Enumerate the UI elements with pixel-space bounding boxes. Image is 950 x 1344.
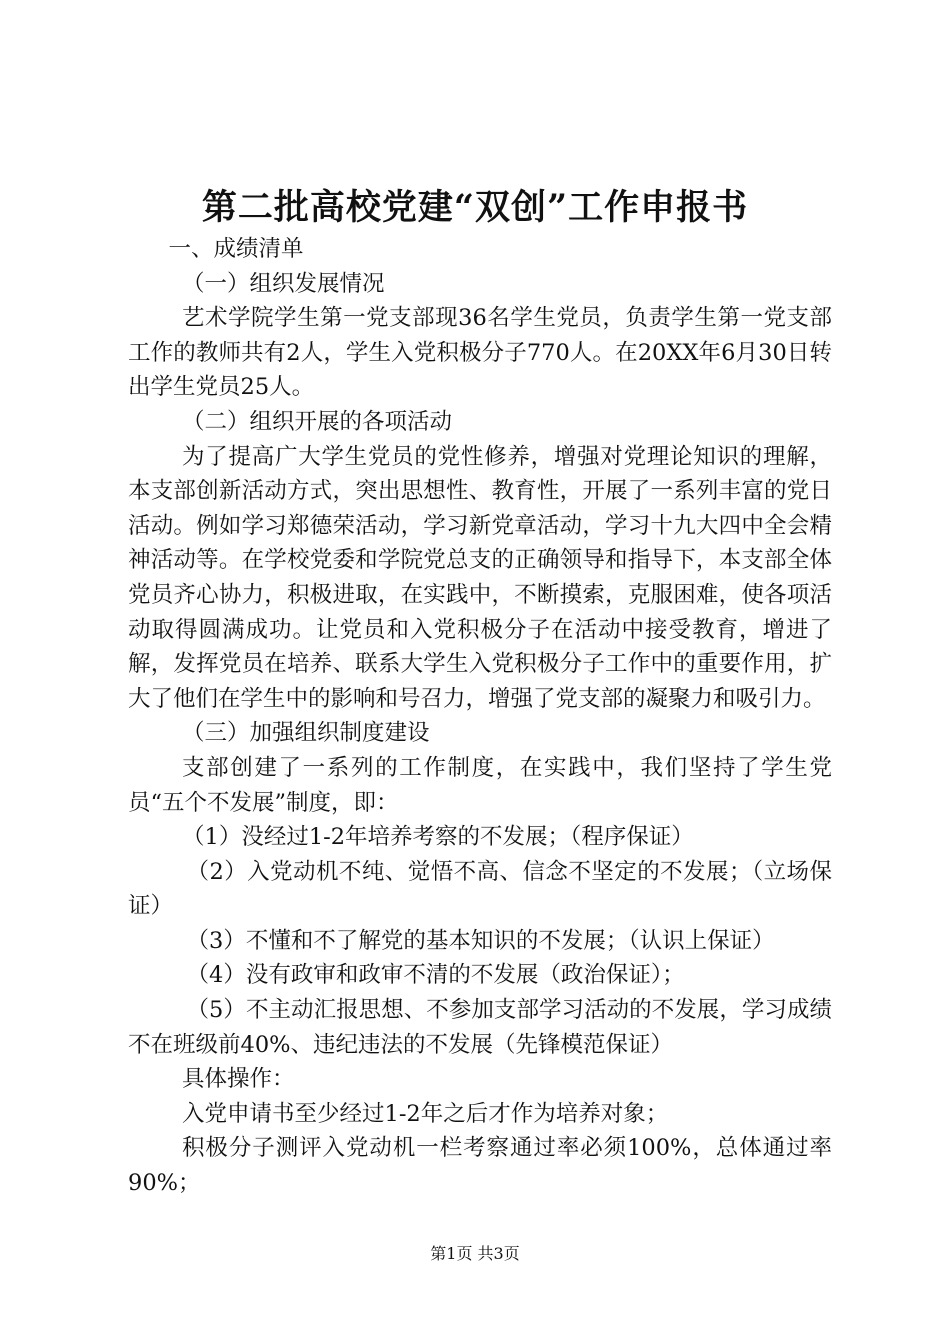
list-item: （5）不主动汇报思想、不参加支部学习活动的不发展，学习成绩不在班级前40%、违纪违法的不发展（先锋模范保证） bbox=[128, 997, 832, 1058]
section-heading: 一、成绩清单 bbox=[168, 236, 304, 262]
subsection-heading: （三）加强组织制度建设 bbox=[182, 720, 430, 747]
page-footer: 第1页 共3页 bbox=[430, 1244, 520, 1263]
subsection-heading: （一）组织发展情况 bbox=[182, 270, 385, 297]
list-item: （3）不懂和不了解党的基本知识的不发展；（认识上保证） bbox=[186, 927, 775, 954]
list-item: （4）没有政审和政审不清的不发展（政治保证）； bbox=[186, 962, 685, 989]
subsection-heading: （二）组织开展的各项活动 bbox=[182, 408, 453, 435]
body-paragraph: 入党申请书至少经过1-2年之后才作为培养对象； bbox=[182, 1100, 669, 1127]
body-paragraph: 支部创建了一系列的工作制度，在实践中，我们坚持了学生党员“五个不发展”制度，即： bbox=[128, 754, 832, 816]
body-paragraph: 积极分子测评入党动机一栏考察通过率必须100%，总体通过率90%； bbox=[128, 1135, 832, 1197]
body-paragraph: 具体操作： bbox=[182, 1066, 295, 1093]
body-paragraph: 艺术学院学生第一党支部现36名学生党员，负责学生第一党支部工作的教师共有2人，学生入党积极分子770人。在20XX年6月30日转出学生党员25人。 bbox=[128, 305, 832, 401]
body-paragraph: 为了提高广大学生党员的党性修养，增强对党理论知识的理解，本支部创新活动方式，突出思想性、教育性，开展了一系列丰富的党日活动。例如学习郑德荣活动，学习新党章活动，学习十九大四中全会精神活动等。在学校党委和学院党总支的正确领导和指导下，本支部全体党员齐心协力，积极进取，在实践中，不断摸索，克服困难，使各项活动取得圆满成功。让党员和入党积极分子在活动中接受教育，增进了解，发挥党员在培养、联系大学生入党积极分子工作中的重要作用，扩大了他们在学生中的影响和号召力，增强了党支部的凝聚力和吸引力。 bbox=[128, 443, 832, 712]
document-title: 第二批高校党建“双创”工作申报书 bbox=[201, 187, 749, 228]
list-item: （2）入党动机不纯、觉悟不高、信念不坚定的不发展；（立场保证） bbox=[128, 858, 832, 920]
document-body bbox=[128, 232, 832, 1201]
list-item: （1）没经过1-2年培养考察的不发展；（程序保证） bbox=[182, 824, 694, 851]
